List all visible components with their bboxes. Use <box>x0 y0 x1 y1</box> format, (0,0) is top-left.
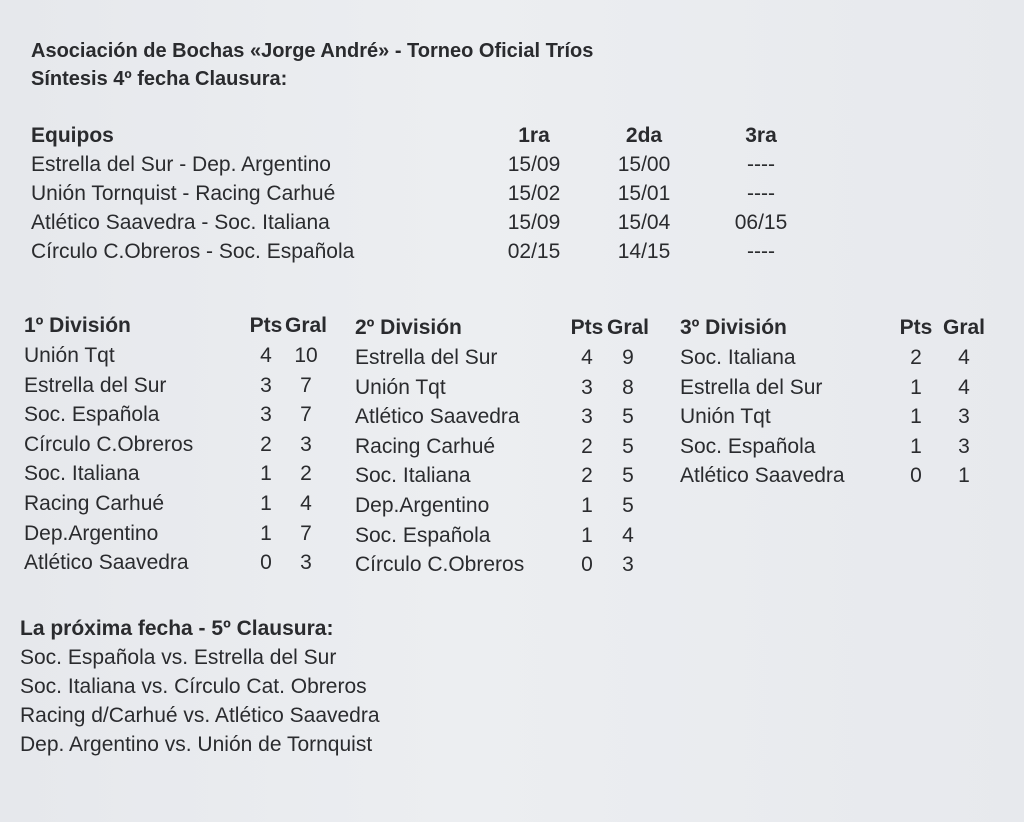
team-gral: 7 <box>300 373 312 397</box>
division-title: 3º División <box>680 316 787 339</box>
team-pts: 2 <box>581 464 593 488</box>
team-pts: 1 <box>260 462 272 486</box>
match-name: Atlético Saavedra - Soc. Italiana <box>31 211 330 234</box>
team-pts: 1 <box>581 493 593 517</box>
division-title: 1º División <box>24 314 131 337</box>
team-gral: 4 <box>958 346 970 369</box>
team-pts: 4 <box>260 344 272 367</box>
score-1ra: 15/02 <box>507 182 561 205</box>
header-equipos: Equipos <box>31 124 114 147</box>
score-2da: 14/15 <box>617 240 671 263</box>
team-name: Soc. Italiana <box>355 464 471 488</box>
standings-row <box>355 550 665 580</box>
score-2da: 15/04 <box>617 211 671 234</box>
team-name: Unión Tqt <box>24 344 115 367</box>
team-gral: 5 <box>622 405 634 429</box>
team-gral: 2 <box>300 462 312 486</box>
team-name: Soc. Italiana <box>24 462 140 486</box>
team-name: Atlético Saavedra <box>24 551 189 575</box>
team-name: Dep.Argentino <box>24 521 159 545</box>
division-header-row <box>24 311 328 341</box>
team-gral: 3 <box>958 434 970 458</box>
standings-division-1 <box>24 311 328 578</box>
score-2da: 15/01 <box>617 182 671 205</box>
team-name: Atlético Saavedra <box>680 464 845 488</box>
team-name: Soc. Española <box>24 403 160 427</box>
header-3ra: 3ra <box>745 124 777 147</box>
team-pts: 4 <box>581 346 593 369</box>
team-gral: 9 <box>622 346 634 369</box>
team-pts: 2 <box>260 432 272 456</box>
team-name: Estrella del Sur <box>355 346 498 369</box>
fixture-match: Racing d/Carhué vs. Atlético Saavedra <box>20 704 380 727</box>
fixture-match: Soc. Italiana vs. Círculo Cat. Obreros <box>20 675 367 698</box>
score-3ra: 06/15 <box>734 211 788 234</box>
pts-header: Pts <box>249 314 283 337</box>
header-2da: 2da <box>625 124 663 147</box>
standings-row <box>24 548 324 578</box>
standings-row <box>355 373 665 403</box>
standings-row <box>24 489 324 519</box>
standings-row <box>24 400 324 430</box>
pts-header: Pts <box>570 316 604 339</box>
team-name: Atlético Saavedra <box>355 405 520 429</box>
team-pts: 1 <box>910 434 922 458</box>
fixture-match: Soc. Española vs. Estrella del Sur <box>20 646 337 669</box>
standings-row <box>355 491 665 521</box>
team-name: Dep.Argentino <box>355 493 490 517</box>
division-header-row <box>680 313 1000 343</box>
team-name: Estrella del Sur <box>24 373 167 397</box>
standings-row <box>680 402 1000 432</box>
team-gral: 3 <box>300 551 312 575</box>
fixture-match: Dep. Argentino vs. Unión de Tornquist <box>20 733 373 756</box>
next-fixture <box>20 614 380 759</box>
standings-row <box>24 341 324 371</box>
team-gral: 10 <box>294 344 318 367</box>
document-title <box>31 37 593 93</box>
team-gral: 1 <box>958 464 970 488</box>
gral-header: Gral <box>606 316 650 339</box>
team-gral: 3 <box>300 432 312 456</box>
division-header-row <box>355 313 665 343</box>
score-1ra: 15/09 <box>507 153 561 176</box>
standings-row <box>355 343 665 373</box>
pts-header: Pts <box>899 316 933 339</box>
header-1ra: 1ra <box>518 124 550 147</box>
score-1ra: 02/15 <box>507 240 561 263</box>
standings-division-3 <box>680 313 1000 491</box>
team-name: Círculo C.Obreros <box>24 432 194 456</box>
team-gral: 4 <box>958 375 970 399</box>
score-2da: 15/00 <box>617 153 671 176</box>
title-line-2: Síntesis 4º fecha Clausura: <box>31 68 288 90</box>
score-3ra: ---- <box>747 240 775 263</box>
standings-row <box>680 432 1000 462</box>
team-pts: 3 <box>581 375 593 399</box>
match-name: Estrella del Sur - Dep. Argentino <box>31 153 331 176</box>
team-pts: 1 <box>260 521 272 545</box>
gral-header: Gral <box>284 314 328 337</box>
team-gral: 7 <box>300 521 312 545</box>
gral-header: Gral <box>942 316 986 339</box>
standings-row <box>355 461 665 491</box>
standings-row <box>24 459 324 489</box>
team-gral: 4 <box>622 523 634 547</box>
team-name: Unión Tqt <box>680 405 771 429</box>
title-line-1: Asociación de Bochas «Jorge André» - Torneo Oficial Tríos <box>31 40 594 62</box>
team-pts: 0 <box>581 553 593 577</box>
team-gral: 5 <box>622 493 634 517</box>
team-name: Unión Tqt <box>355 375 446 399</box>
team-gral: 5 <box>622 434 634 458</box>
score-3ra: ---- <box>747 153 775 176</box>
team-gral: 4 <box>300 491 312 515</box>
standings-row <box>680 461 1000 491</box>
team-pts: 3 <box>581 405 593 429</box>
standings-division-2 <box>355 313 665 580</box>
team-gral: 5 <box>622 464 634 488</box>
standings-row <box>24 430 324 460</box>
next-fixture-title: La próxima fecha - 5º Clausura: <box>20 617 334 640</box>
team-name: Estrella del Sur <box>680 375 823 399</box>
match-name: Unión Tornquist - Racing Carhué <box>31 182 336 205</box>
team-gral: 3 <box>622 553 634 577</box>
team-name: Soc. Italiana <box>680 346 796 369</box>
team-pts: 1 <box>910 375 922 399</box>
team-pts: 1 <box>260 491 272 515</box>
team-pts: 3 <box>260 403 272 427</box>
team-pts: 1 <box>910 405 922 429</box>
standings-row <box>680 373 1000 403</box>
team-pts: 0 <box>910 464 922 488</box>
team-gral: 7 <box>300 403 312 427</box>
team-name: Círculo C.Obreros <box>355 553 525 577</box>
score-3ra: ---- <box>747 182 775 205</box>
team-name: Racing Carhué <box>355 434 496 458</box>
team-name: Soc. Española <box>355 523 491 547</box>
team-name: Racing Carhué <box>24 491 165 515</box>
standings-row <box>680 343 1000 373</box>
team-pts: 2 <box>910 346 922 369</box>
team-pts: 3 <box>260 373 272 397</box>
standings-row <box>355 432 665 462</box>
team-name: Soc. Española <box>680 434 816 458</box>
team-pts: 1 <box>581 523 593 547</box>
team-gral: 3 <box>958 405 970 429</box>
team-pts: 2 <box>581 434 593 458</box>
standings-row <box>24 519 324 549</box>
match-name: Círculo C.Obreros - Soc. Española <box>31 240 355 263</box>
standings-row <box>355 521 665 551</box>
team-gral: 8 <box>622 375 634 399</box>
standings-row <box>24 371 324 401</box>
score-1ra: 15/09 <box>507 211 561 234</box>
team-pts: 0 <box>260 551 272 575</box>
division-title: 2º División <box>355 316 462 339</box>
standings-row <box>355 402 665 432</box>
